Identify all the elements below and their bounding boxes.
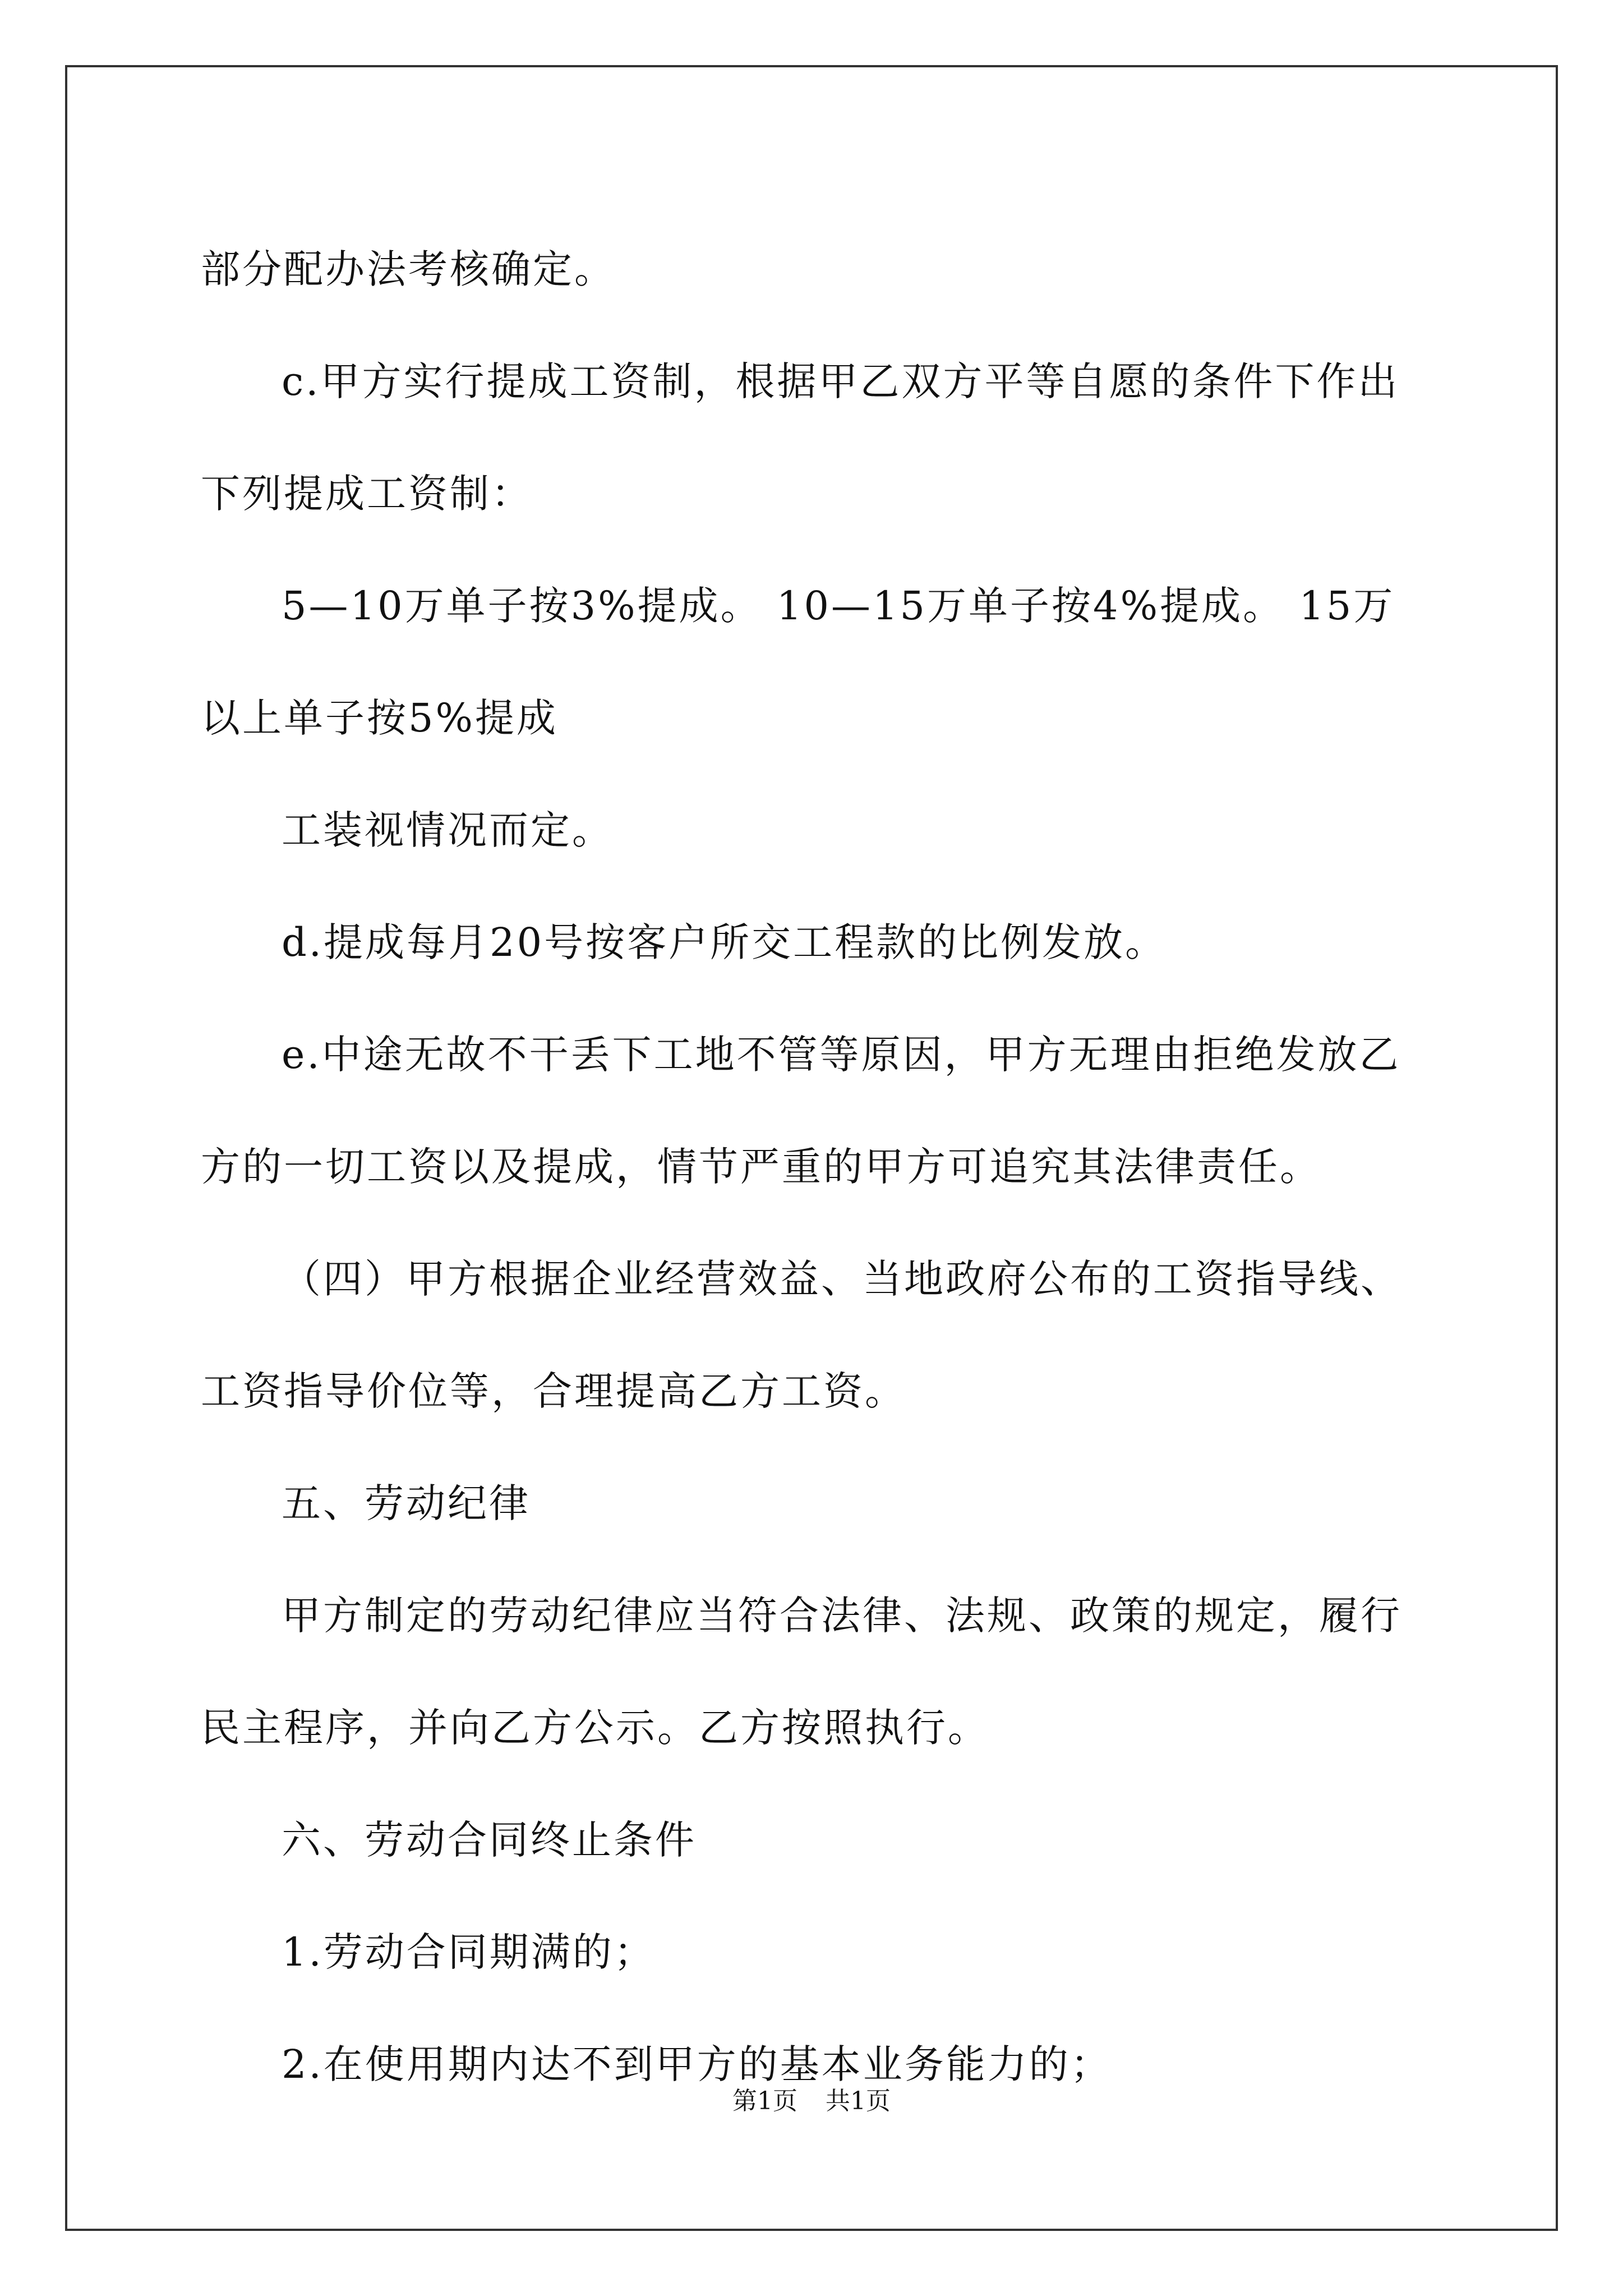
paragraph: （四）甲方根据企业经营效益、当地政府公布的工资指导线、工资指导价位等，合理提高乙方工资。 (201, 1256, 1402, 1414)
page-number: 第1页 (732, 2087, 797, 2115)
paragraph: 工装视情况而定。 (282, 807, 614, 853)
page-total: 共1页 (826, 2087, 891, 2115)
list-item: 2.在使用期内达不到甲方的基本业务能力的； (282, 2041, 1112, 2087)
section-heading: 六、劳动合同终止条件 (282, 1817, 697, 1863)
section-heading: 五、劳动纪律 (282, 1480, 531, 1526)
page-footer (0, 2085, 1623, 2118)
paragraph: 5—10万单子按3%提成。 10—15万单子按4%提成。 15万以上单子按5%提成 (201, 583, 1395, 741)
document-body (201, 213, 1429, 2120)
paragraph: e.中途无故不干丢下工地不管等原因，甲方无理由拒绝发放乙方的一切工资以及提成，情节严重的甲方可追究其法律责任。 (201, 1032, 1401, 1190)
paragraph: d.提成每月20号按客户所交工程款的比例发放。 (282, 919, 1167, 965)
paragraph: 甲方制定的劳动纪律应当符合法律、法规、政策的规定，履行民主程序，并向乙方公示。乙方按照执行。 (201, 1593, 1402, 1751)
list-item: 1.劳动合同期满的； (282, 1929, 656, 1975)
paragraph: 部分配办法考核确定。 (201, 246, 616, 292)
paragraph: c.甲方实行提成工资制，根据甲乙双方平等自愿的条件下作出下列提成工资制： (201, 358, 1400, 517)
